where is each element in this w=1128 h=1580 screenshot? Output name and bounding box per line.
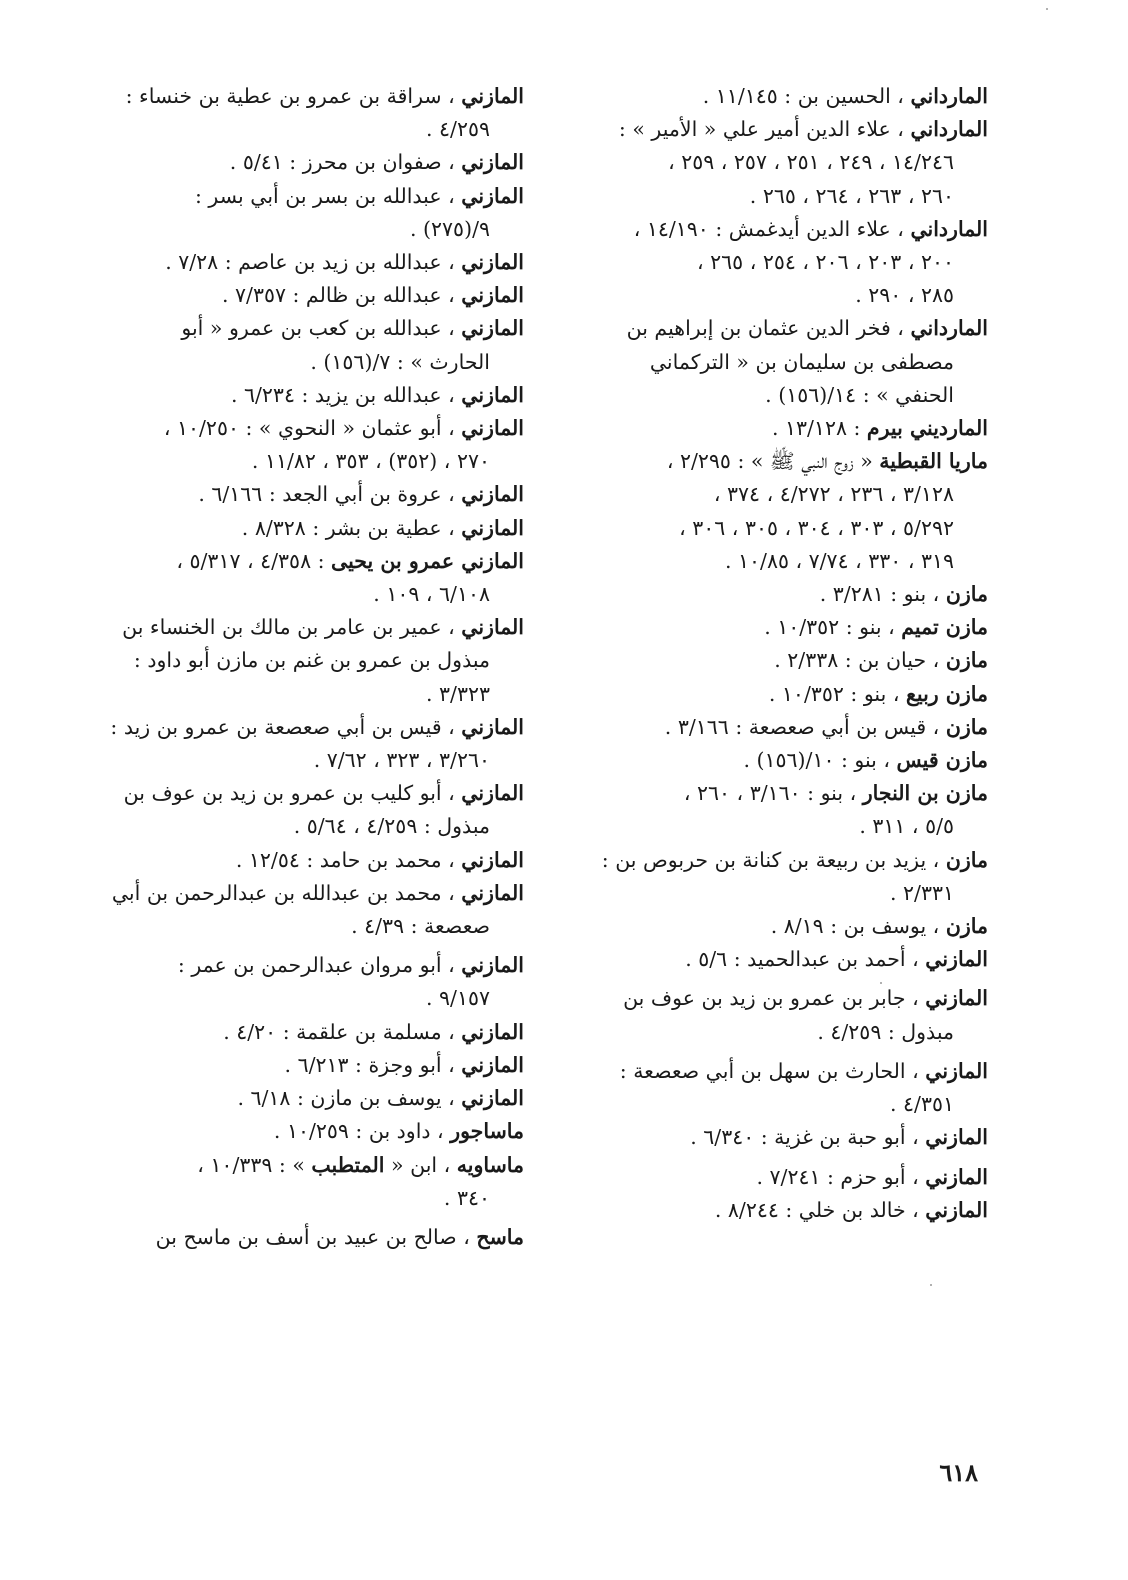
index-entry-line	[548, 844, 988, 877]
index-text: ، محمد بن عبدالله بن عبدالرحمن بن أبي	[111, 880, 462, 905]
index-entry	[96, 1082, 524, 1115]
index-entry-line	[96, 810, 524, 843]
index-entry-line	[96, 412, 524, 445]
index-text: الحارث » : ٧/(١٥٦) .	[310, 349, 490, 374]
index-entry	[548, 213, 988, 313]
index-entry	[548, 711, 988, 744]
index-entry	[548, 1055, 988, 1121]
index-text: ٤/٣٥١ .	[890, 1092, 954, 1117]
index-entry-line	[548, 644, 988, 677]
index-entry-line	[548, 943, 988, 976]
index-entry-line	[548, 711, 988, 744]
index-entry	[548, 1121, 988, 1154]
index-entry-line	[548, 877, 988, 910]
index-entry	[548, 744, 988, 777]
index-entry	[96, 877, 524, 943]
index-entry-line	[548, 545, 988, 578]
index-entry	[548, 678, 988, 711]
index-headword: المازني	[925, 1058, 988, 1083]
index-entry-line	[96, 246, 524, 279]
index-entry-line	[96, 478, 524, 511]
index-headword: مازن	[945, 714, 988, 739]
index-entry-line	[548, 744, 988, 777]
index-column-left	[96, 80, 524, 1254]
index-entry	[96, 412, 524, 478]
index-text: ، جابر بن عمرو بن زيد بن عوف بن	[623, 986, 926, 1011]
index-entry-line	[96, 113, 524, 146]
index-headword: المازني	[925, 947, 988, 972]
index-text: ٣/١٢٨ ، ٢٣٦ ، ٤/٢٧٢ ، ٣٧٤ ،	[713, 482, 954, 507]
index-entry-line	[96, 545, 524, 578]
index-headword: المازني	[461, 84, 524, 108]
index-text: ، قيس بن أبي صعصعة : ٣/١٦٦ .	[664, 714, 946, 739]
index-text: ٣/٣٢٣ .	[426, 681, 490, 706]
index-entry-line	[96, 312, 524, 345]
index-entry	[96, 246, 524, 279]
index-entry-line	[96, 1016, 524, 1049]
index-text: ، أبو حزم : ٧/٢٤١ .	[756, 1164, 926, 1189]
index-text: ، قيس بن أبي صعصعة بن عمرو بن زيد :	[110, 714, 462, 739]
index-headword: المازني	[461, 150, 524, 175]
index-entry-line	[96, 445, 524, 478]
index-entry-line	[96, 1115, 524, 1148]
index-entry-line	[548, 379, 988, 412]
index-entry-line	[548, 910, 988, 943]
index-text: ٣٤٠ .	[443, 1185, 490, 1210]
index-entry	[96, 777, 524, 843]
index-headword: المازني	[461, 1086, 524, 1111]
index-entry-line	[548, 312, 988, 345]
index-entry-line	[96, 213, 524, 246]
index-headword: مازن	[945, 847, 988, 872]
index-entry-line	[548, 1016, 988, 1049]
index-headword: ماساجور	[450, 1119, 524, 1144]
index-headword: ماساويه	[456, 1152, 524, 1177]
index-entry-line	[548, 346, 988, 379]
index-entry	[96, 146, 524, 179]
index-entry-line	[548, 445, 988, 478]
index-text: ، بنو : ١٠/٣٥٢ .	[764, 615, 902, 640]
index-entry	[96, 279, 524, 312]
index-entry-line	[96, 1221, 524, 1254]
index-entry-line	[548, 279, 988, 312]
index-entry	[96, 545, 524, 611]
index-headword: ماريا القبطية	[879, 449, 988, 474]
index-headword: مازن تميم	[901, 615, 988, 640]
index-entry-line	[548, 246, 988, 279]
index-entry	[548, 445, 988, 578]
index-entry-line	[96, 146, 524, 179]
index-text: ٩/(٢٧٥) .	[410, 216, 490, 241]
index-text: ، علاء الدين أمير علي « الأمير » :	[618, 117, 911, 142]
index-entry-line	[548, 213, 988, 246]
index-headword: مازن ربيع	[905, 681, 988, 706]
index-text: ، أحمد بن عبدالحميد : ٥/٦ .	[685, 947, 926, 972]
index-entry	[548, 777, 988, 843]
index-headword: المازني	[461, 1052, 524, 1077]
index-text: ، داود بن : ١٠/٢٥٩ .	[273, 1119, 451, 1144]
index-text: : ١٣/١٢٨ .	[771, 416, 867, 441]
index-text: ، بنو : ١٠/٣٥٢ .	[768, 681, 906, 706]
index-entry	[548, 910, 988, 943]
index-entry-line	[96, 80, 524, 113]
index-entry-line	[96, 346, 524, 379]
index-text: ، علاء الدين أيدغمش : ١٤/١٩٠ ،	[633, 216, 911, 241]
index-entry-line	[548, 777, 988, 810]
index-text: ٦/١٠٨ ، ١٠٩ .	[373, 582, 490, 607]
index-headword: مازن	[945, 648, 988, 673]
index-entry-line	[548, 478, 988, 511]
index-headword: المازني	[461, 515, 524, 540]
index-entry	[96, 611, 524, 711]
index-entry-line	[96, 180, 524, 213]
index-text: ٥/٥ ، ٣١١ .	[859, 814, 954, 839]
index-headword: المارداني	[910, 216, 988, 241]
index-text: ، عروة بن أبي الجعد : ٦/١٦٦ .	[198, 482, 462, 507]
index-entry-line	[548, 578, 988, 611]
index-entry-line	[548, 1194, 988, 1227]
index-text: ، صفوان بن محرز : ٥/٤١ .	[229, 150, 462, 175]
index-entry-line	[548, 1161, 988, 1194]
index-entry-line	[548, 512, 988, 545]
index-text: : ٤/٣٥٨ ، ٥/٣١٧ ،	[176, 548, 332, 573]
index-entry-line	[96, 744, 524, 777]
index-headword: المازني	[461, 283, 524, 308]
index-text: صعصعة : ٤/٣٩ .	[351, 914, 490, 939]
index-headword: مازن بن النجار	[862, 781, 988, 806]
index-entry	[548, 113, 988, 213]
index-text: ، عمير بن عامر بن مالك بن الخنساء بن	[122, 615, 462, 640]
index-headword: المازني	[461, 615, 524, 640]
index-entry	[96, 1221, 524, 1254]
index-text: ، عبدالله بن يزيد : ٦/٢٣٤ .	[230, 382, 462, 407]
index-headword: المارداني	[910, 117, 988, 142]
index-entry-line	[96, 877, 524, 910]
index-headword: المازني	[461, 382, 524, 407]
index-entry-line	[548, 180, 988, 213]
index-headword: المازني	[461, 880, 524, 905]
index-text: ، عبدالله بن بسر بن أبي بسر :	[194, 183, 462, 208]
index-text: ، صالح بن عبيد بن أسف بن ماسح بن	[155, 1224, 477, 1249]
index-entry-line	[96, 279, 524, 312]
index-entry-line	[548, 1088, 988, 1121]
index-entry-line	[548, 1121, 988, 1154]
index-entry-line	[96, 844, 524, 877]
index-text: مبذول بن عمرو بن غنم بن مازن أبو داود :	[133, 648, 490, 673]
index-entry-line	[548, 611, 988, 644]
index-headword: المازني	[925, 1164, 988, 1189]
index-text: ، سراقة بن عمرو بن عطية بن خنساء :	[125, 84, 462, 108]
index-entry-line	[548, 412, 988, 445]
index-text: ، يزيد بن ربيعة بن كنانة بن حربوص بن :	[601, 847, 946, 872]
index-headword: المازني	[925, 1125, 988, 1150]
index-entry-line	[548, 1055, 988, 1088]
index-entry	[96, 80, 524, 146]
index-text: ، أبو كليب بن عمرو بن زيد بن عوف بن	[123, 781, 462, 806]
index-entry	[548, 1161, 988, 1194]
index-entry	[548, 644, 988, 677]
index-entry	[96, 844, 524, 877]
index-text: ، مسلمة بن علقمة : ٤/٢٠ .	[223, 1019, 462, 1044]
index-text: مبذول : ٤/٢٥٩ .	[817, 1019, 954, 1044]
index-headword: المازني	[461, 714, 524, 739]
index-text: » : ١٠/٣٣٩ ،	[197, 1152, 312, 1177]
index-headword: مازن	[945, 582, 988, 607]
index-entry-line	[96, 777, 524, 810]
index-entry	[548, 80, 988, 113]
index-text: ، الحسين بن : ١١/١٤٥ .	[702, 84, 911, 108]
index-text: ، بنو : ٣/٢٨١ .	[819, 582, 946, 607]
index-text: ٤/٢٥٩ .	[426, 117, 490, 142]
index-entry-line	[96, 711, 524, 744]
index-headword: المازني	[461, 183, 524, 208]
index-headword: المازني	[925, 1197, 988, 1222]
scan-speck	[1046, 8, 1048, 10]
index-entry-line	[96, 678, 524, 711]
index-headword: المازني	[461, 847, 524, 872]
index-text: ٢/٣٣١ .	[890, 880, 954, 905]
index-text: ٩/١٥٧ .	[426, 986, 490, 1011]
index-headword: المتطبب	[311, 1152, 385, 1177]
index-entry-line	[96, 1182, 524, 1215]
index-text: ، محمد بن حامد : ١٢/٥٤ .	[235, 847, 462, 872]
index-entry-line	[548, 146, 988, 179]
index-entry	[548, 1194, 988, 1227]
index-text: ٢٠٠ ، ٢٠٣ ، ٢٠٦ ، ٢٥٤ ، ٢٦٥ ،	[697, 250, 954, 275]
index-entry-line	[96, 379, 524, 412]
index-entry	[96, 711, 524, 777]
index-entry-line	[96, 1049, 524, 1082]
index-entry	[96, 379, 524, 412]
index-text: ، فخر الدين عثمان بن إبراهيم بن	[626, 316, 911, 341]
index-entry	[96, 949, 524, 1015]
index-entry	[548, 982, 988, 1048]
index-text: مصطفى بن سليمان بن « التركماني	[649, 349, 954, 374]
index-entry-line	[96, 644, 524, 677]
index-entry	[548, 312, 988, 412]
index-entry-line	[96, 578, 524, 611]
scan-speck	[880, 982, 882, 984]
index-text: مبذول : ٤/٢٥٩ ، ٥/٦٤ .	[293, 814, 490, 839]
index-entry	[96, 1049, 524, 1082]
index-entry	[96, 312, 524, 378]
page-number: ٦١٨	[939, 1458, 978, 1487]
index-entry	[96, 1149, 524, 1215]
index-headword: الماردیني بيرم	[866, 416, 988, 441]
index-text: ، أبو وجزة : ٦/٢١٣ .	[284, 1052, 462, 1077]
index-text: ٢٧٠ ، (٣٥٢) ، ٣٥٣ ، ١١/٨٢ .	[251, 449, 490, 474]
index-text: ٣١٩ ، ٣٣٠ ، ٧/٧٤ ، ١٠/٨٥ .	[724, 548, 954, 573]
index-headword: مازن قيس	[896, 748, 988, 773]
index-entry-line	[96, 910, 524, 943]
index-text: ، أبو حبة بن غزية : ٦/٣٤٠ .	[690, 1125, 926, 1150]
index-entry-line	[548, 80, 988, 113]
index-headword: المازني	[461, 250, 524, 275]
scan-speck	[930, 1284, 932, 1286]
index-entry	[96, 1115, 524, 1148]
index-entry	[96, 478, 524, 511]
index-text: ، بنو : ٣/١٦٠ ، ٢٦٠ ،	[683, 781, 863, 806]
index-entry-line	[548, 810, 988, 843]
index-text: ، ابن «	[384, 1152, 457, 1177]
index-headword: المازني	[925, 986, 988, 1011]
index-entry	[548, 412, 988, 445]
index-entry	[548, 844, 988, 910]
index-entry-line	[548, 678, 988, 711]
index-text: ١٤/٢٤٦ ، ٢٤٩ ، ٢٥١ ، ٢٥٧ ، ٢٥٩ ،	[668, 150, 954, 175]
index-headword: المازني	[461, 316, 524, 341]
index-text: ، عبدالله بن كعب بن عمرو « أبو	[181, 316, 462, 341]
index-headword: المارداني	[910, 316, 988, 341]
index-entry	[96, 1016, 524, 1049]
index-entry	[548, 611, 988, 644]
index-text: ، أبو مروان عبدالرحمن بن عمر :	[177, 953, 462, 978]
index-entry	[548, 943, 988, 976]
index-text: ، حيان بن : ٢/٣٣٨ .	[774, 648, 946, 673]
index-text: ٢٦٠ ، ٢٦٣ ، ٢٦٤ ، ٢٦٥ .	[749, 183, 954, 208]
index-entry-line	[96, 1149, 524, 1182]
index-entry-line	[96, 1082, 524, 1115]
index-headword: المازني	[461, 1019, 524, 1044]
index-column-right	[548, 80, 988, 1227]
index-entry-line	[548, 113, 988, 146]
index-text: ، خالد بن خلي : ٨/٢٤٤ .	[714, 1197, 926, 1222]
index-entry-line	[96, 982, 524, 1015]
index-headword: المازني	[461, 482, 524, 507]
index-text: ، عبدالله بن زيد بن عاصم : ٧/٢٨ .	[165, 250, 462, 275]
index-text: ، عطية بن بشر : ٨/٣٢٨ .	[241, 515, 462, 540]
index-text: ٥/٢٩٢ ، ٣٠٣ ، ٣٠٤ ، ٣٠٥ ، ٣٠٦ ،	[679, 515, 954, 540]
index-text: ، أبو عثمان « النحوي » : ١٠/٢٥٠ ،	[163, 416, 462, 441]
index-text: ٢٨٥ ، ٢٩٠ .	[855, 283, 954, 308]
index-headword: المازني	[461, 953, 524, 978]
index-entry	[96, 512, 524, 545]
index-entry-line	[548, 982, 988, 1015]
index-headword: ماسح	[476, 1224, 524, 1249]
index-text: ، عبدالله بن ظالم : ٧/٣٥٧ .	[221, 283, 462, 308]
index-text: « زوج النبي ﷺ » : ٢/٢٩٥ ،	[666, 449, 880, 474]
index-headword: المازني	[461, 416, 524, 441]
index-entry-line	[96, 611, 524, 644]
index-text: الحنفي » : ١٤/(١٥٦) .	[765, 382, 954, 407]
index-text: ، بنو : ١٠/(١٥٦) .	[743, 748, 897, 773]
index-text: ، الحارث بن سهل بن أبي صعصعة :	[619, 1058, 926, 1083]
index-entry	[96, 180, 524, 246]
index-headword: المازني عمرو بن يحيى	[331, 548, 524, 573]
index-text: ، يوسف بن : ٨/١٩ .	[770, 914, 946, 939]
index-headword: المارداني	[910, 84, 988, 108]
index-headword: المازني	[461, 781, 524, 806]
index-text: ، يوسف بن مازن : ٦/١٨ .	[237, 1086, 462, 1111]
index-entry	[548, 578, 988, 611]
index-headword: مازن	[945, 914, 988, 939]
index-text: ٣/٢٦٠ ، ٣٢٣ ، ٧/٦٢ .	[313, 748, 490, 773]
index-entry-line	[96, 512, 524, 545]
index-entry-line	[96, 949, 524, 982]
